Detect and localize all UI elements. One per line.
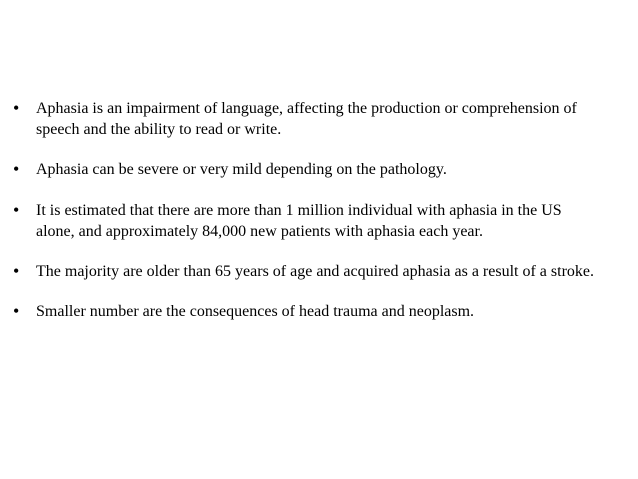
- bullet-item: [0, 261, 638, 282]
- bullet-marker: •: [13, 159, 20, 179]
- bullet-text: Aphasia can be severe or very mild depending on the pathology.: [36, 161, 447, 178]
- bullet-text: It is estimated that there are more than 1 million individual with aphasia in the US alone, and approximately 84,000 new patients with aphasia each year.: [36, 202, 562, 240]
- bullet-marker: •: [13, 261, 20, 281]
- bullet-item: [0, 159, 638, 180]
- bullet-text: Smaller number are the consequences of head trauma and neoplasm.: [36, 303, 475, 320]
- bullet-marker: •: [13, 98, 20, 118]
- bullet-text: The majority are older than 65 years of age and acquired aphasia as a result of a stroke.: [36, 263, 594, 280]
- bullet-marker: •: [13, 200, 20, 220]
- bullet-text: Aphasia is an impairment of language, affecting the production or comprehension of speech and the ability to read or write.: [36, 100, 577, 138]
- bullet-item: [0, 98, 638, 140]
- bullet-item: [0, 301, 638, 322]
- bullet-marker: •: [13, 301, 20, 321]
- bullet-item: [0, 200, 638, 242]
- bullet-list: [0, 98, 638, 341]
